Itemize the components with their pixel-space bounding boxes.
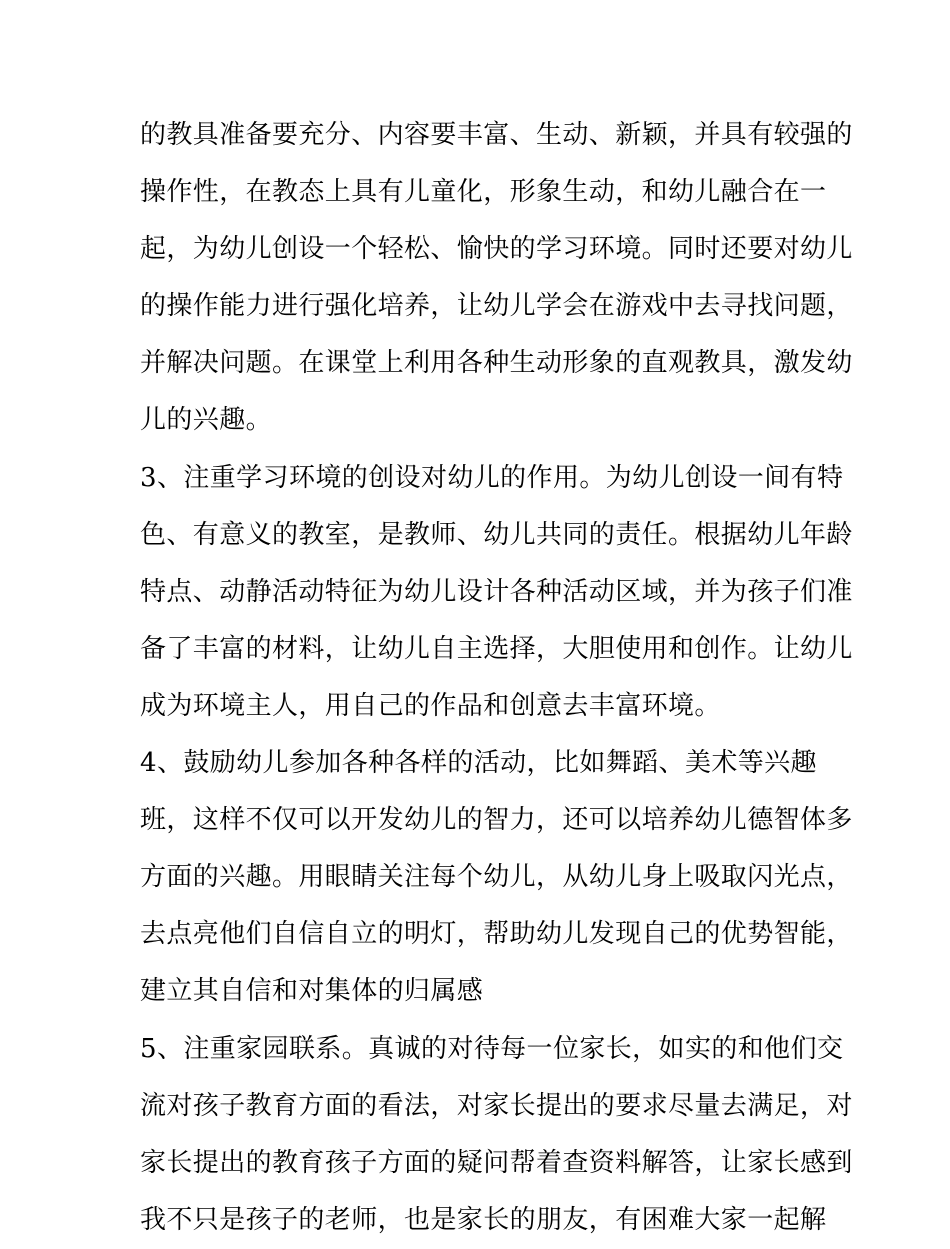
text-line: 5、注重家园联系。真诚的对待每一位家长，如实的和他们交 xyxy=(140,1033,844,1064)
text-line: 班，这样不仅可以开发幼儿的智力，还可以培养幼儿德智体多 xyxy=(140,805,853,836)
text-line: 4、鼓励幼儿参加各种各样的活动，比如舞蹈、美术等兴趣 xyxy=(140,748,817,779)
text-line: 3、注重学习环境的创设对幼儿的作用。为幼儿创设一间有特 xyxy=(140,462,844,493)
text-line: 并解决问题。在课堂上利用各种生动形象的直观教具，激发幼 xyxy=(140,348,853,379)
text-line: 的操作能力进行强化培养，让幼儿学会在游戏中去寻找问题， xyxy=(140,291,853,322)
text-line: 特点、动静活动特征为幼儿设计各种活动区域，并为孩子们准 xyxy=(140,576,853,607)
text-line: 的教具准备要充分、内容要丰富、生动、新颖，并具有较强的 xyxy=(140,120,853,150)
text-line: 我不只是孩子的老师，也是家长的朋友，有困难大家一起解 xyxy=(140,1204,827,1235)
text-line: 家长提出的教育孩子方面的疑问帮着查资料解答，让家长感到 xyxy=(140,1147,853,1178)
text-line: 方面的兴趣。用眼睛关注每个幼儿，从幼儿身上吸取闪光点， xyxy=(140,862,853,893)
text-line: 备了丰富的材料，让幼儿自主选择，大胆使用和创作。让幼儿 xyxy=(140,633,853,664)
text-line: 操作性，在教态上具有儿童化，形象生动，和幼儿融合在一 xyxy=(140,177,827,208)
body-text xyxy=(140,107,853,1249)
text-line: 成为环境主人，用自己的作品和创意去丰富环境。 xyxy=(140,690,721,721)
text-line: 起，为幼儿创设一个轻松、愉快的学习环境。同时还要对幼儿 xyxy=(140,234,853,265)
text-line: 去点亮他们自信自立的明灯，帮助幼儿发现自己的优势智能， xyxy=(140,919,853,950)
text-line: 流对孩子教育方面的看法，对家长提出的要求尽量去满足，对 xyxy=(140,1090,853,1121)
text-line: 儿的兴趣。 xyxy=(140,405,273,436)
text-line: 色、有意义的教室，是教师、幼儿共同的责任。根据幼儿年龄 xyxy=(140,519,853,550)
text-line: 建立其自信和对集体的归属感 xyxy=(140,976,484,1007)
